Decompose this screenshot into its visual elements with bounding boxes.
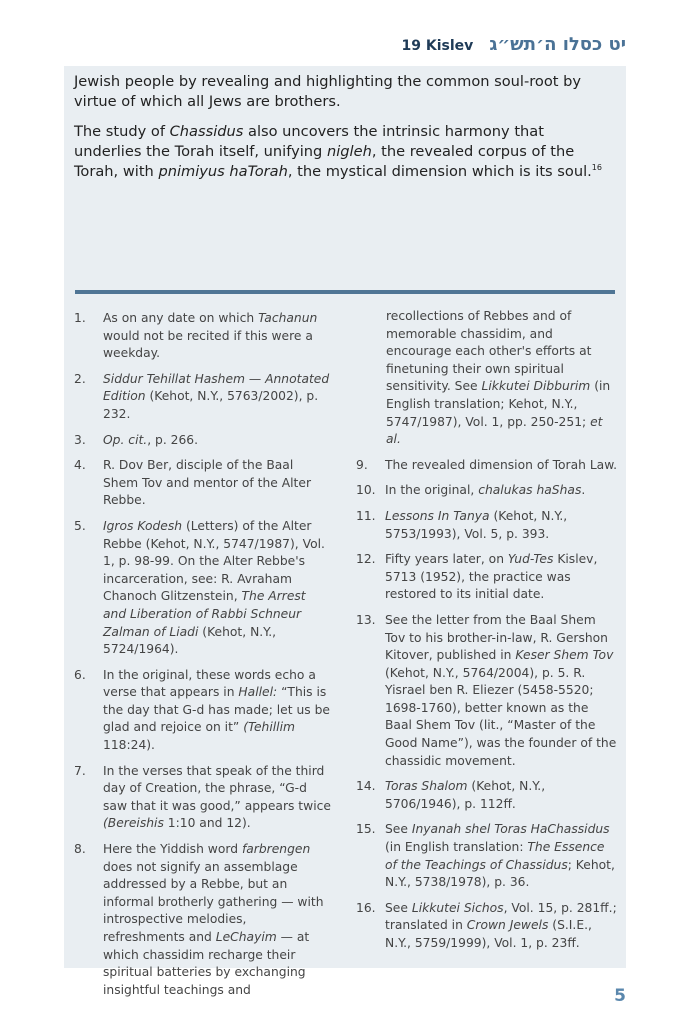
footnote: 3. Op. cit., p. 266.	[74, 432, 199, 447]
footnote: 4. R. Dov Ber, disciple of the Baal Shem Tov and mentor of the Alter Rebbe.	[74, 458, 311, 508]
header-date: 19 Kislev	[401, 38, 474, 54]
footnote: 1. As on any date on which Tachanun would not be recited if this were a weekday.	[74, 311, 318, 361]
paragraph: The study of Chassidus also uncovers the intrinsic harmony that underlies the Torah itself, unifying nigleh, the revealed corpus of the Torah, with pnimiyus haTorah, the mystical dimension which is its soul.$^{16}$	[74, 123, 602, 180]
footnote-continuation: recollections of Rebbes and of memorable chassidim, and encourage each other's efforts at finetuning their own spiritual sensitivity. See Likkutei Dibburim (in English translation; Kehot, N.Y., 5747/1987), Vol. 1, pp. 250-251; et al.	[386, 309, 611, 447]
footnote: 14. Toras Shalom (Kehot, N.Y., 5706/1946), p. 112ff.	[356, 779, 546, 811]
footnote: 12. Fifty years later, on Yud-Tes Kislev, 5713 (1952), the practice was restored to its initial date.	[356, 552, 598, 602]
footnote: 15. See Inyanah shel Toras HaChassidus (in English translation: The Essence of the Teachings of Chassidus; Kehot, N.Y., 5738/1978), p. 36.	[356, 822, 615, 890]
running-header	[402, 34, 626, 58]
footnote: 9. The revealed dimension of Torah Law.	[356, 457, 618, 472]
footnote: 6. In the original, these words echo a verse that appears in Hallel: “This is the day that G-d has made; let us be glad and rejoice on it” (Tehillim 118:24).	[74, 667, 330, 753]
footnote: 11. Lessons In Tanya (Kehot, N.Y., 5753/1993), Vol. 5, p. 393.	[356, 508, 568, 541]
header-hebrew-date: יט כסלו ה׳תש״ג	[489, 34, 626, 55]
footnote: 2. Siddur Tehillat Hashem — Annotated Edition (Kehot, N.Y., 5763/2002), p. 232.	[74, 371, 330, 421]
divider-rule	[75, 290, 615, 294]
main-text	[74, 72, 614, 189]
footnote: 8. Here the Yiddish word farbrengen does not signify an assemblage addressed by a Rebbe, but an informal brotherly gathering — with introspective melodies, refreshments and LeChayim — at which chassidim recharge their spiritual batteries by exchanging insightful teachings and	[74, 842, 324, 997]
footnote: 7. In the verses that speak of the third day of Creation, the phrase, “G-d saw that it was good,” appears twice (Bereishis 1:10 and 12).	[74, 763, 331, 831]
footnote: 13. See the letter from the Baal Shem Tov to his brother-in-law, R. Gershon Kitover, published in Keser Shem Tov (Kehot, N.Y., 5764/2004), p. 5. R. Yisrael ben R. Eliezer (5458-5520; 1698-1760), better known as the Baal Shem Tov (lit., “Master of the Good Name”), was the founder of the chassidic movement.	[356, 612, 617, 768]
paragraph: Jewish people by revealing and highlighting the common soul-root by virtue of which all Jews are brothers.	[74, 73, 582, 110]
footnotes-right-column	[356, 308, 618, 961]
footnotes-left-column	[74, 310, 332, 1007]
page-number: 5	[614, 986, 626, 1006]
footnote: 10. In the original, chalukas haShas.	[356, 483, 586, 498]
footnote-ref[interactable]: 16	[591, 163, 602, 173]
footnote: 16. See Likkutei Sichos, Vol. 15, p. 281ff.; translated in Crown Jewels (S.I.E., N.Y., 5759/1999), Vol. 1, p. 23ff.	[356, 900, 617, 950]
footnote: 5. Igros Kodesh (Letters) of the Alter Rebbe (Kehot, N.Y., 5747/1987), Vol. 1, p. 98-99. On the Alter Rebbe's incarceration, see: R. Avraham Chanoch Glitzenstein, The Arrest and Liberation of Rabbi Schneur Zalman of Liadi (Kehot, N.Y., 5724/1964).	[74, 518, 325, 657]
